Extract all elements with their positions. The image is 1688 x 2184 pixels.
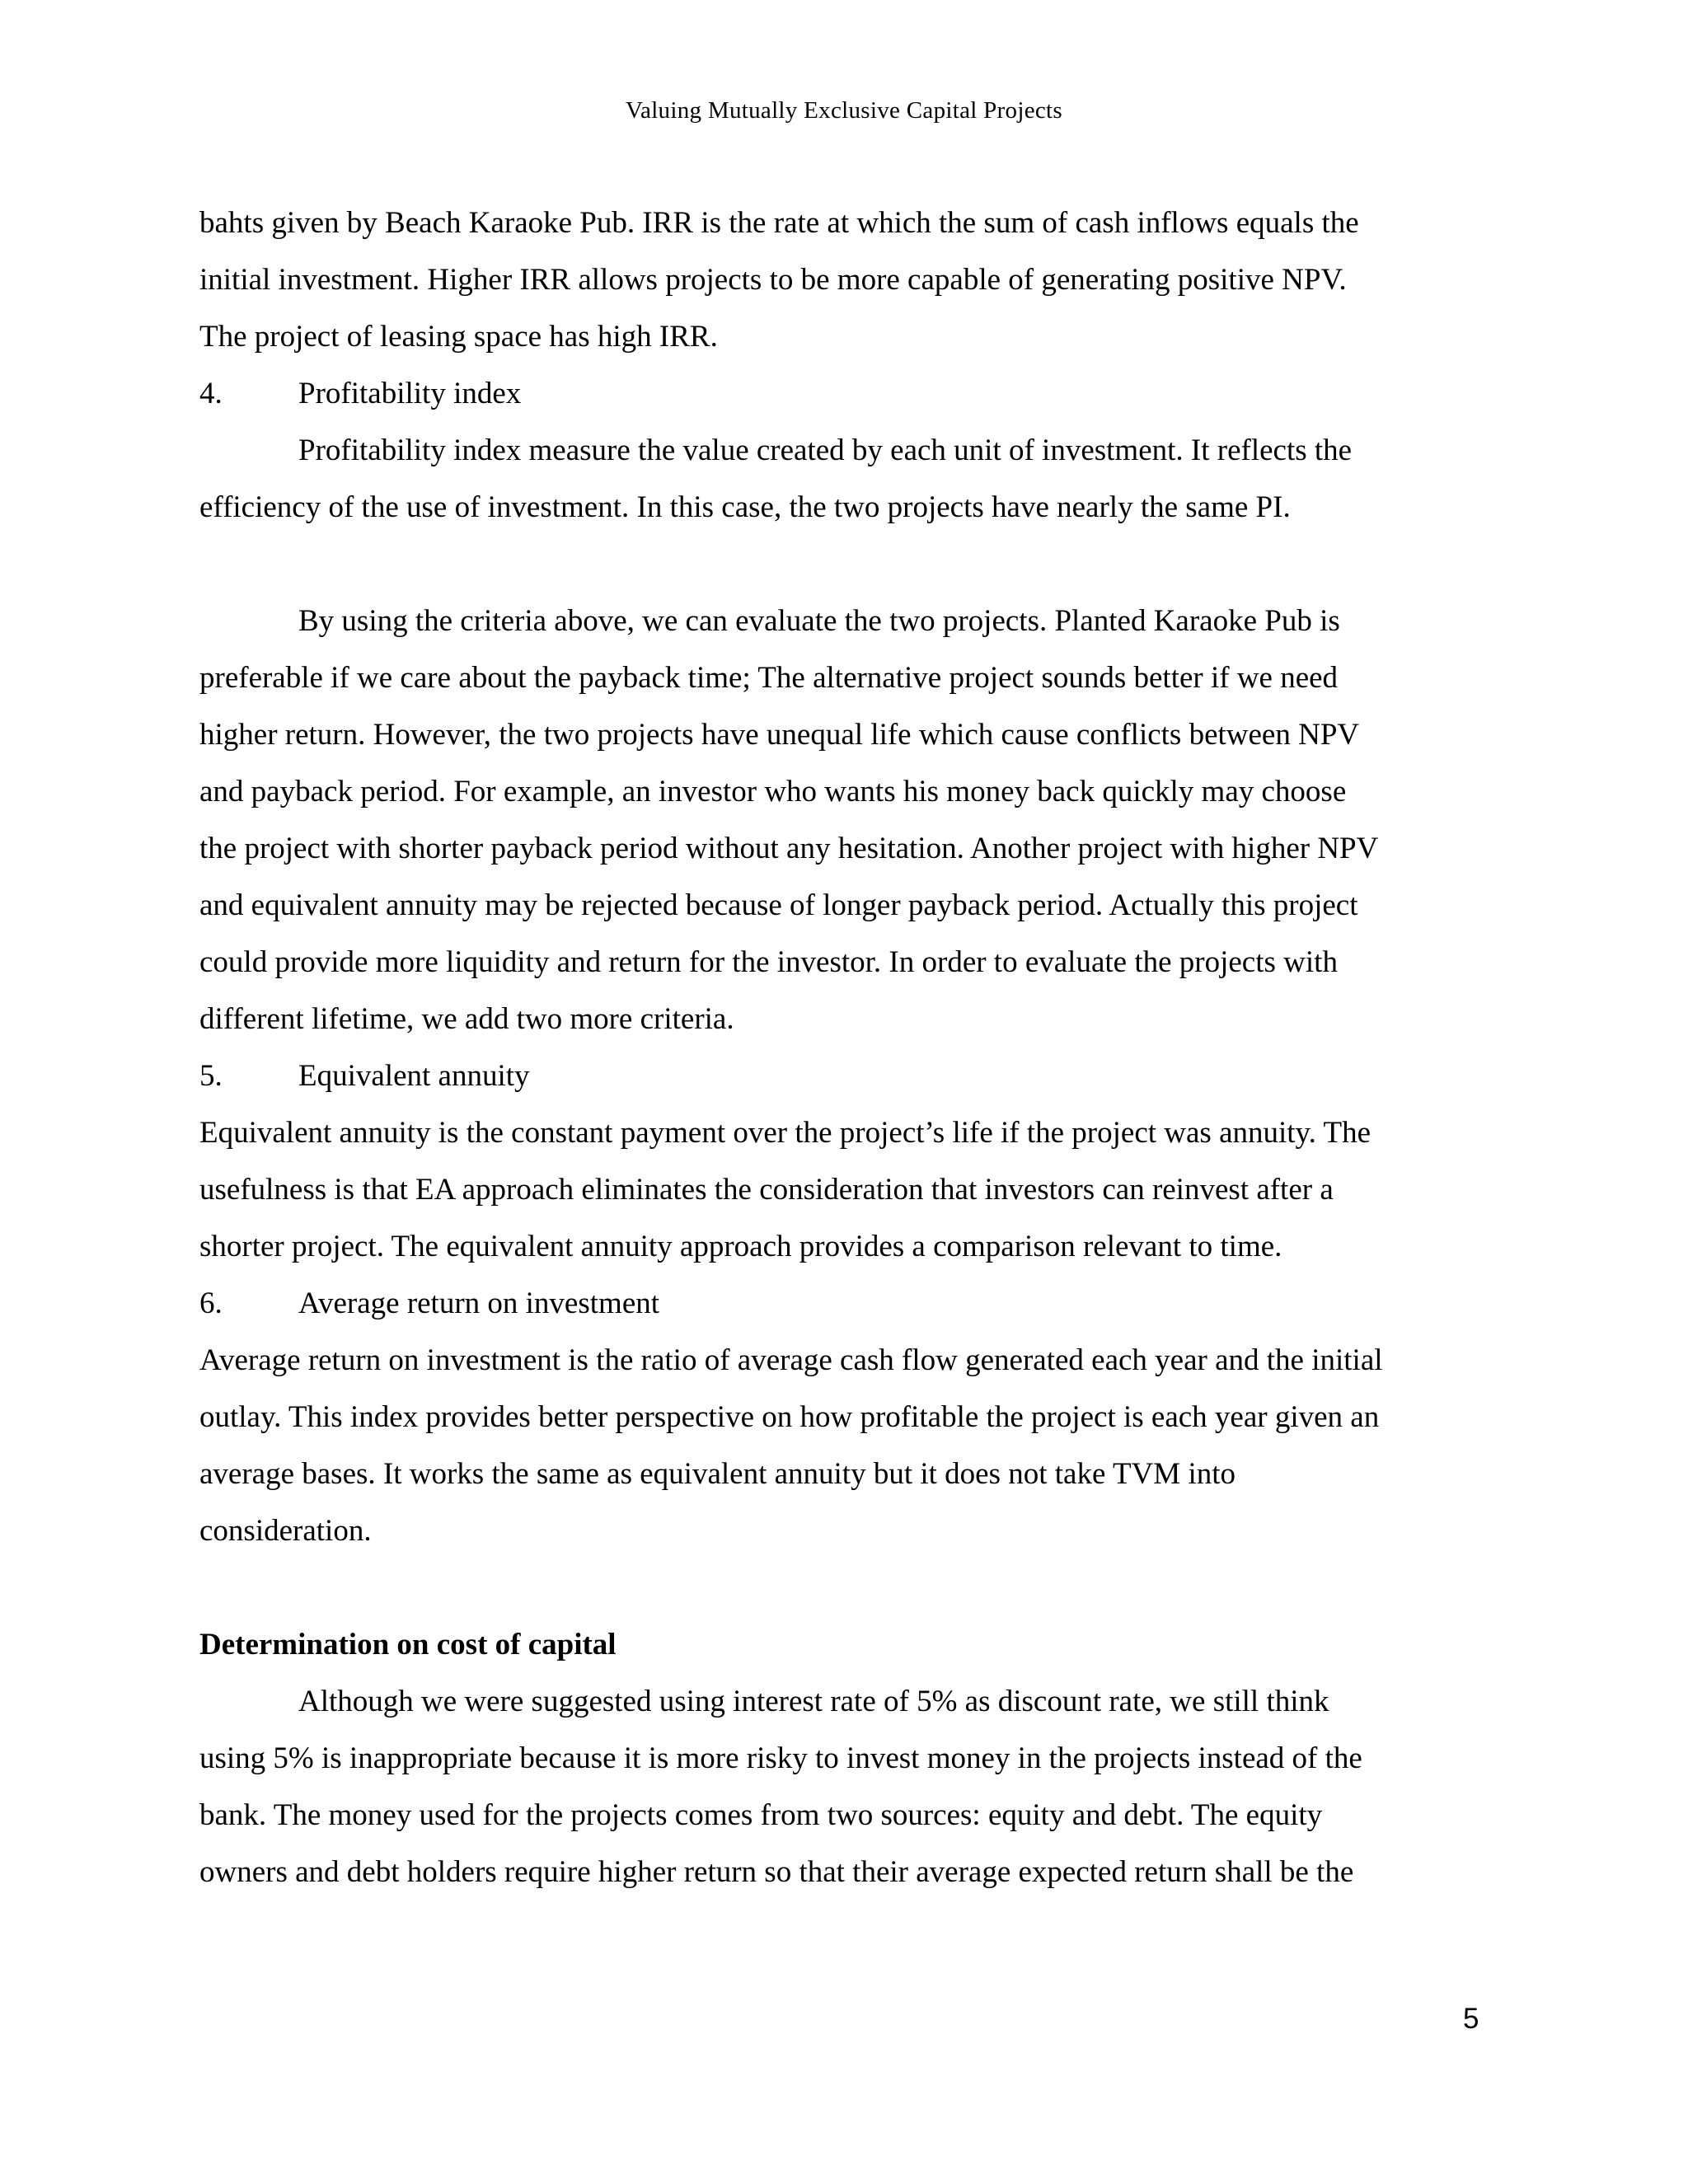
body-line: different lifetime, we add two more criteria. <box>199 1002 734 1036</box>
body-line: initial investment. Higher IRR allows projects to be more capable of generating positive NPV. <box>199 263 1347 297</box>
section-heading: Determination on cost of capital <box>199 1628 617 1661</box>
list-item-profitability-index <box>199 365 1485 422</box>
list-title: Equivalent annuity <box>298 1059 530 1093</box>
body-line: and equivalent annuity may be rejected because of longer payback period. Actually this project <box>199 888 1358 922</box>
body-line: could provide more liquidity and return for the investor. In order to evaluate the projects with <box>199 945 1338 979</box>
body-line: owners and debt holders require higher return so that their average expected return shall be the <box>199 1855 1354 1889</box>
paragraph-gap <box>199 536 1485 593</box>
body-line: efficiency of the use of investment. In this case, the two projects have nearly the same PI. <box>199 490 1291 524</box>
list-item-equivalent-annuity <box>199 1047 1485 1104</box>
list-title: Average return on investment <box>298 1286 660 1320</box>
body-line: bank. The money used for the projects comes from two sources: equity and debt. The equity <box>199 1798 1323 1832</box>
list-number: 6. <box>199 1286 223 1320</box>
body-line: consideration. <box>199 1514 372 1548</box>
body-line: shorter project. The equivalent annuity approach provides a comparison relevant to time. <box>199 1230 1282 1263</box>
list-number: 4. <box>199 377 223 410</box>
list-number: 5. <box>199 1059 223 1093</box>
list-item-average-return <box>199 1275 1485 1332</box>
body-line: outlay. This index provides better perspective on how profitable the project is each year given an <box>199 1400 1380 1434</box>
running-header: Valuing Mutually Exclusive Capital Projects <box>626 97 1062 124</box>
body-line: By using the criteria above, we can evaluate the two projects. Planted Karaoke Pub is <box>298 604 1340 638</box>
body-line: Equivalent annuity is the constant payment over the project’s life if the project was annuity. The <box>199 1116 1372 1150</box>
body-line: using 5% is inappropriate because it is more risky to invest money in the projects instead of the <box>199 1741 1362 1775</box>
page-number: 5 <box>1463 2003 1479 2035</box>
body-line: The project of leasing space has high IRR. <box>199 320 718 354</box>
body-line: usefulness is that EA approach eliminates the consideration that investors can reinvest after a <box>199 1173 1334 1207</box>
body-line: the project with shorter payback period without any hesitation. Another project with higher NPV <box>199 832 1379 865</box>
body-line: higher return. However, the two projects have unequal life which cause conflicts between NPV <box>199 718 1360 752</box>
body-text <box>199 194 1485 1900</box>
paragraph-gap <box>199 1559 1485 1616</box>
body-line: preferable if we care about the payback time; The alternative project sounds better if we need <box>199 661 1339 695</box>
body-line: Profitability index measure the value created by each unit of investment. It reflects the <box>298 434 1353 467</box>
body-line: average bases. It works the same as equivalent annuity but it does not take TVM into <box>199 1457 1236 1491</box>
list-title: Profitability index <box>298 377 522 410</box>
body-line: Average return on investment is the ratio of average cash flow generated each year and the initial <box>199 1343 1383 1377</box>
body-line: Although we were suggested using interest rate of 5% as discount rate, we still think <box>298 1685 1329 1718</box>
body-line: and payback period. For example, an investor who wants his money back quickly may choose <box>199 775 1347 808</box>
body-line: bahts given by Beach Karaoke Pub. IRR is the rate at which the sum of cash inflows equals the <box>199 206 1359 240</box>
